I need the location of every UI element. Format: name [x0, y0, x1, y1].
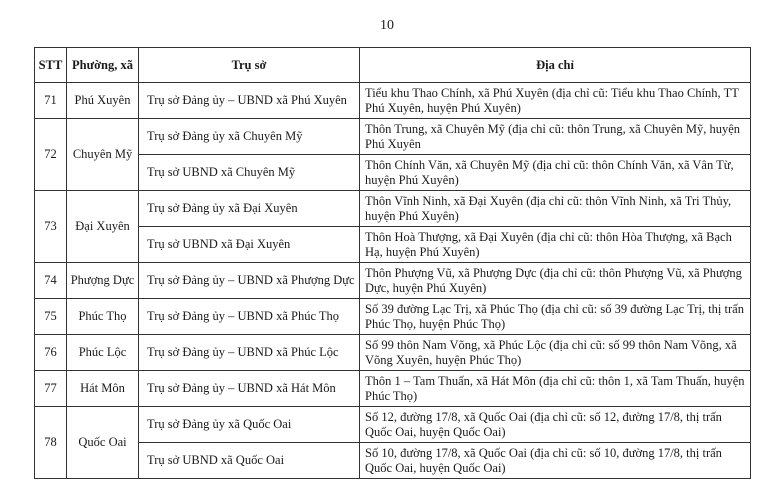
- address-cell: Thôn Chính Văn, xã Chuyên Mỹ (địa chỉ cũ: thôn Chính Văn, xã Vân Từ, huyện Phú Xuyên): [360, 155, 751, 191]
- table-row: [35, 263, 751, 299]
- header-address: Địa chỉ: [360, 48, 751, 83]
- table-row: [35, 191, 751, 227]
- ward-cell: Phú Xuyên: [67, 83, 139, 119]
- stt-cell: 71: [35, 83, 67, 119]
- ward-cell: Đại Xuyên: [67, 191, 139, 263]
- address-cell: Số 12, đường 17/8, xã Quốc Oai (địa chỉ cũ: số 12, đường 17/8, thị trấn Quốc Oai, huyện Quốc Oai): [360, 407, 751, 443]
- table-header-row: [35, 48, 751, 83]
- office-cell: Trụ sở Đảng ủy – UBND xã Phúc Lộc: [139, 335, 360, 371]
- address-cell: Thôn Vĩnh Ninh, xã Đại Xuyên (địa chỉ cũ: thôn Vĩnh Ninh, xã Tri Thủy, huyện Phú Xuyên): [360, 191, 751, 227]
- office-cell: Trụ sở Đảng ủy xã Đại Xuyên: [139, 191, 360, 227]
- ward-cell: Phúc Thọ: [67, 299, 139, 335]
- table-row: [35, 335, 751, 371]
- office-cell: Trụ sở UBND xã Quốc Oai: [139, 443, 360, 479]
- ward-cell: Phúc Lộc: [67, 335, 139, 371]
- ward-cell: Phượng Dực: [67, 263, 139, 299]
- office-cell: Trụ sở Đảng ủy xã Chuyên Mỹ: [139, 119, 360, 155]
- stt-cell: 73: [35, 191, 67, 263]
- address-cell: Thôn Phượng Vũ, xã Phượng Dực (địa chỉ cũ: thôn Phượng Vũ, xã Phượng Dực, huyện Phú Xuyên): [360, 263, 751, 299]
- header-office: Trụ sở: [139, 48, 360, 83]
- office-address-table: [34, 47, 751, 479]
- address-cell: Tiểu khu Thao Chính, xã Phú Xuyên (địa chỉ cũ: Tiểu khu Thao Chính, TT Phú Xuyên, huyện Phú Xuyên): [360, 83, 751, 119]
- table-body: [35, 83, 751, 479]
- ward-cell: Chuyên Mỹ: [67, 119, 139, 191]
- table-row: [35, 407, 751, 443]
- table-row: [35, 155, 751, 191]
- table-row: [35, 299, 751, 335]
- stt-cell: 75: [35, 299, 67, 335]
- address-cell: Thôn Hoà Thượng, xã Đại Xuyên (địa chỉ cũ: thôn Hòa Thượng, xã Bạch Hạ, huyện Phú Xuyên): [360, 227, 751, 263]
- header-ward: Phường, xã: [67, 48, 139, 83]
- table-row: [35, 83, 751, 119]
- office-cell: Trụ sở Đảng ủy – UBND xã Hát Môn: [139, 371, 360, 407]
- address-cell: Thôn Trung, xã Chuyên Mỹ (địa chỉ cũ: thôn Trung, xã Chuyên Mỹ, huyện Phú Xuyên: [360, 119, 751, 155]
- ward-cell: Hát Môn: [67, 371, 139, 407]
- table-row: [35, 371, 751, 407]
- page-number: 10: [380, 18, 394, 33]
- address-cell: Số 10, đường 17/8, xã Quốc Oai (địa chỉ cũ: số 10, đường 17/8, thị trấn Quốc Oai, huyện Quốc Oai): [360, 443, 751, 479]
- header-stt: STT: [35, 48, 67, 83]
- office-cell: Trụ sở Đảng ủy – UBND xã Phượng Dực: [139, 263, 360, 299]
- office-cell: Trụ sở UBND xã Chuyên Mỹ: [139, 155, 360, 191]
- office-cell: Trụ sở Đảng ủy – UBND xã Phúc Thọ: [139, 299, 360, 335]
- stt-cell: 78: [35, 407, 67, 479]
- address-cell: Thôn 1 – Tam Thuấn, xã Hát Môn (địa chỉ cũ: thôn 1, xã Tam Thuấn, huyện Phúc Thọ): [360, 371, 751, 407]
- table-row: [35, 227, 751, 263]
- office-cell: Trụ sở UBND xã Đại Xuyên: [139, 227, 360, 263]
- table-row: [35, 443, 751, 479]
- office-cell: Trụ sở Đảng ủy xã Quốc Oai: [139, 407, 360, 443]
- address-cell: Số 99 thôn Nam Võng, xã Phúc Lộc (địa chỉ cũ: số 99 thôn Nam Võng, xã Võng Xuyên, huyện Phúc Thọ): [360, 335, 751, 371]
- stt-cell: 76: [35, 335, 67, 371]
- table-row: [35, 119, 751, 155]
- ward-cell: Quốc Oai: [67, 407, 139, 479]
- office-cell: Trụ sở Đảng ủy – UBND xã Phú Xuyên: [139, 83, 360, 119]
- stt-cell: 74: [35, 263, 67, 299]
- address-cell: Số 39 đường Lạc Trị, xã Phúc Thọ (địa chỉ cũ: số 39 đường Lạc Trị, thị trấn Phúc Thọ, huyện Phúc Thọ): [360, 299, 751, 335]
- stt-cell: 72: [35, 119, 67, 191]
- stt-cell: 77: [35, 371, 67, 407]
